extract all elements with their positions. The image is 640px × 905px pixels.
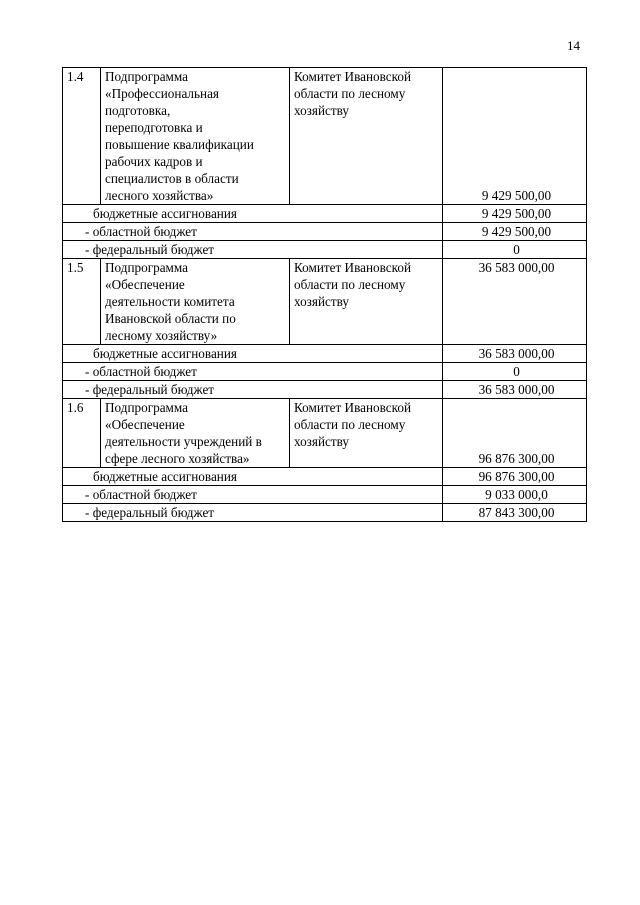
detail-row bbox=[63, 381, 587, 399]
subprogram-amount: 96 876 300,00 bbox=[443, 399, 587, 468]
executor-name: Комитет Ивановской области по лесному хозяйству bbox=[290, 259, 443, 345]
detail-label: - федеральный бюджет bbox=[63, 504, 443, 522]
detail-row bbox=[63, 205, 587, 223]
detail-row bbox=[63, 468, 587, 486]
detail-row bbox=[63, 345, 587, 363]
subprogram-name: Подпрограмма «Обеспечение деятельности учреждений в сфере лесного хозяйства» bbox=[101, 399, 290, 468]
detail-row bbox=[63, 223, 587, 241]
row-number: 1.6 bbox=[63, 399, 101, 468]
detail-label: - областной бюджет bbox=[63, 223, 443, 241]
detail-label: - федеральный бюджет bbox=[63, 381, 443, 399]
detail-amount: 96 876 300,00 bbox=[443, 468, 587, 486]
subprogram-row bbox=[63, 399, 587, 468]
executor-name: Комитет Ивановской области по лесному хозяйству bbox=[290, 68, 443, 205]
detail-label: - областной бюджет bbox=[63, 486, 443, 504]
detail-amount: 0 bbox=[443, 363, 587, 381]
subprogram-row bbox=[63, 68, 587, 205]
detail-amount: 9 429 500,00 bbox=[443, 223, 587, 241]
detail-label: - федеральный бюджет bbox=[63, 241, 443, 259]
executor-name: Комитет Ивановской области по лесному хозяйству bbox=[290, 399, 443, 468]
detail-amount: 36 583 000,00 bbox=[443, 381, 587, 399]
subprogram-name: Подпрограмма «Обеспечение деятельности комитета Ивановской области по лесному хозяйству» bbox=[101, 259, 290, 345]
detail-row bbox=[63, 504, 587, 522]
detail-row bbox=[63, 363, 587, 381]
detail-row bbox=[63, 241, 587, 259]
subprogram-name: Подпрограмма «Профессиональная подготовка, переподготовка и повышение квалификации рабочих кадров и специалистов в области лесного хозяйства» bbox=[101, 68, 290, 205]
subprogram-amount: 9 429 500,00 bbox=[443, 68, 587, 205]
detail-amount: 9 429 500,00 bbox=[443, 205, 587, 223]
detail-amount: 9 033 000,0 bbox=[443, 486, 587, 504]
row-number: 1.4 bbox=[63, 68, 101, 205]
detail-label: бюджетные ассигнования bbox=[63, 468, 443, 486]
detail-row bbox=[63, 486, 587, 504]
detail-label: бюджетные ассигнования bbox=[63, 345, 443, 363]
detail-amount: 36 583 000,00 bbox=[443, 345, 587, 363]
budget-table bbox=[62, 67, 587, 522]
row-number: 1.5 bbox=[63, 259, 101, 345]
detail-amount: 0 bbox=[443, 241, 587, 259]
detail-label: бюджетные ассигнования bbox=[63, 205, 443, 223]
detail-label: - областной бюджет bbox=[63, 363, 443, 381]
page-number: 14 bbox=[567, 38, 580, 53]
subprogram-amount: 36 583 000,00 bbox=[443, 259, 587, 345]
detail-amount: 87 843 300,00 bbox=[443, 504, 587, 522]
subprogram-row bbox=[63, 259, 587, 345]
